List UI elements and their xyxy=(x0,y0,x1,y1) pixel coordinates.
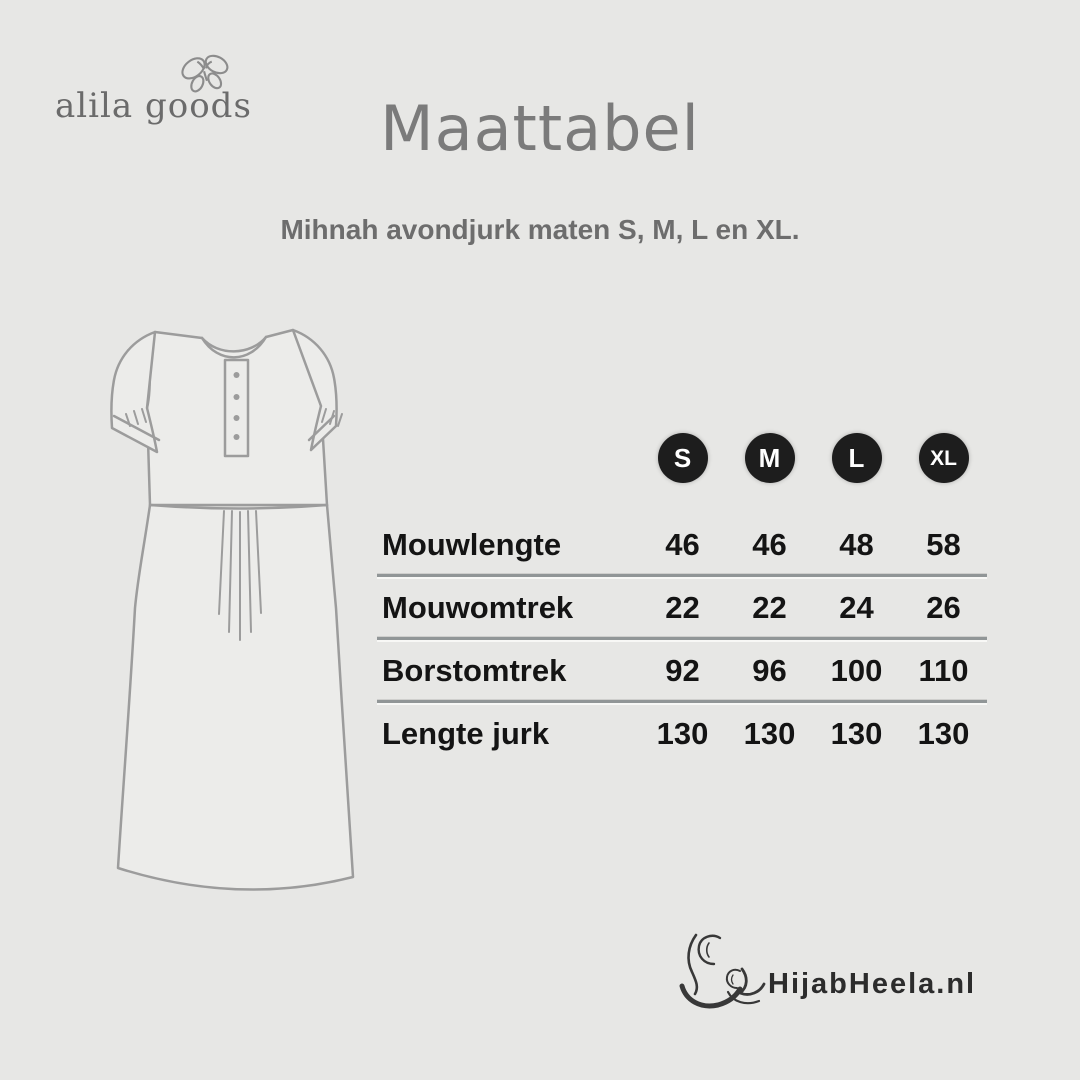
size-table-body xyxy=(377,516,987,762)
size-badge-l xyxy=(832,433,882,483)
page-title: Maattabel xyxy=(380,92,700,165)
size-badge-m xyxy=(745,433,795,483)
cell-value: 130 xyxy=(743,715,796,751)
cell-value: 58 xyxy=(926,526,961,562)
cell-value: 24 xyxy=(839,589,874,625)
row-label: Lengte jurk xyxy=(382,715,550,751)
size-table xyxy=(377,430,987,762)
table-row xyxy=(377,579,987,636)
cell-value: 100 xyxy=(830,652,883,688)
cell-value: 130 xyxy=(830,715,883,751)
row-label: Mouwomtrek xyxy=(382,589,574,625)
size-badge-xl xyxy=(919,433,969,483)
cell-value: 96 xyxy=(752,652,787,688)
cell-value: 48 xyxy=(839,526,874,562)
cell-value: 130 xyxy=(656,715,709,751)
size-badge-s xyxy=(658,433,708,483)
size-header-row xyxy=(377,430,987,516)
page-subtitle: Mihnah avondjurk maten S, M, L en XL. xyxy=(280,214,800,245)
cell-value: 26 xyxy=(926,589,961,625)
cell-value: 130 xyxy=(917,715,970,751)
size-badge-label: S xyxy=(673,443,692,473)
row-label: Mouwlengte xyxy=(382,526,562,562)
cell-value: 46 xyxy=(752,526,787,562)
row-label: Borstomtrek xyxy=(382,652,567,688)
table-row xyxy=(377,516,987,573)
brand-logo-text: alila goods xyxy=(55,86,252,126)
size-badge-label: M xyxy=(758,443,781,473)
cell-value: 92 xyxy=(665,652,700,688)
table-row xyxy=(377,642,987,699)
dress-line-drawing xyxy=(88,298,380,913)
size-badge-label: XL xyxy=(930,446,957,470)
cell-value: 22 xyxy=(665,589,700,625)
cell-value: 22 xyxy=(752,589,787,625)
table-row xyxy=(377,705,987,762)
hijabheela-figures-icon xyxy=(676,930,776,1016)
cell-value: 46 xyxy=(665,526,700,562)
size-badge-label: L xyxy=(848,443,865,473)
cell-value: 110 xyxy=(918,652,969,688)
website-wordmark: HijabHeela.nl xyxy=(768,968,977,1000)
